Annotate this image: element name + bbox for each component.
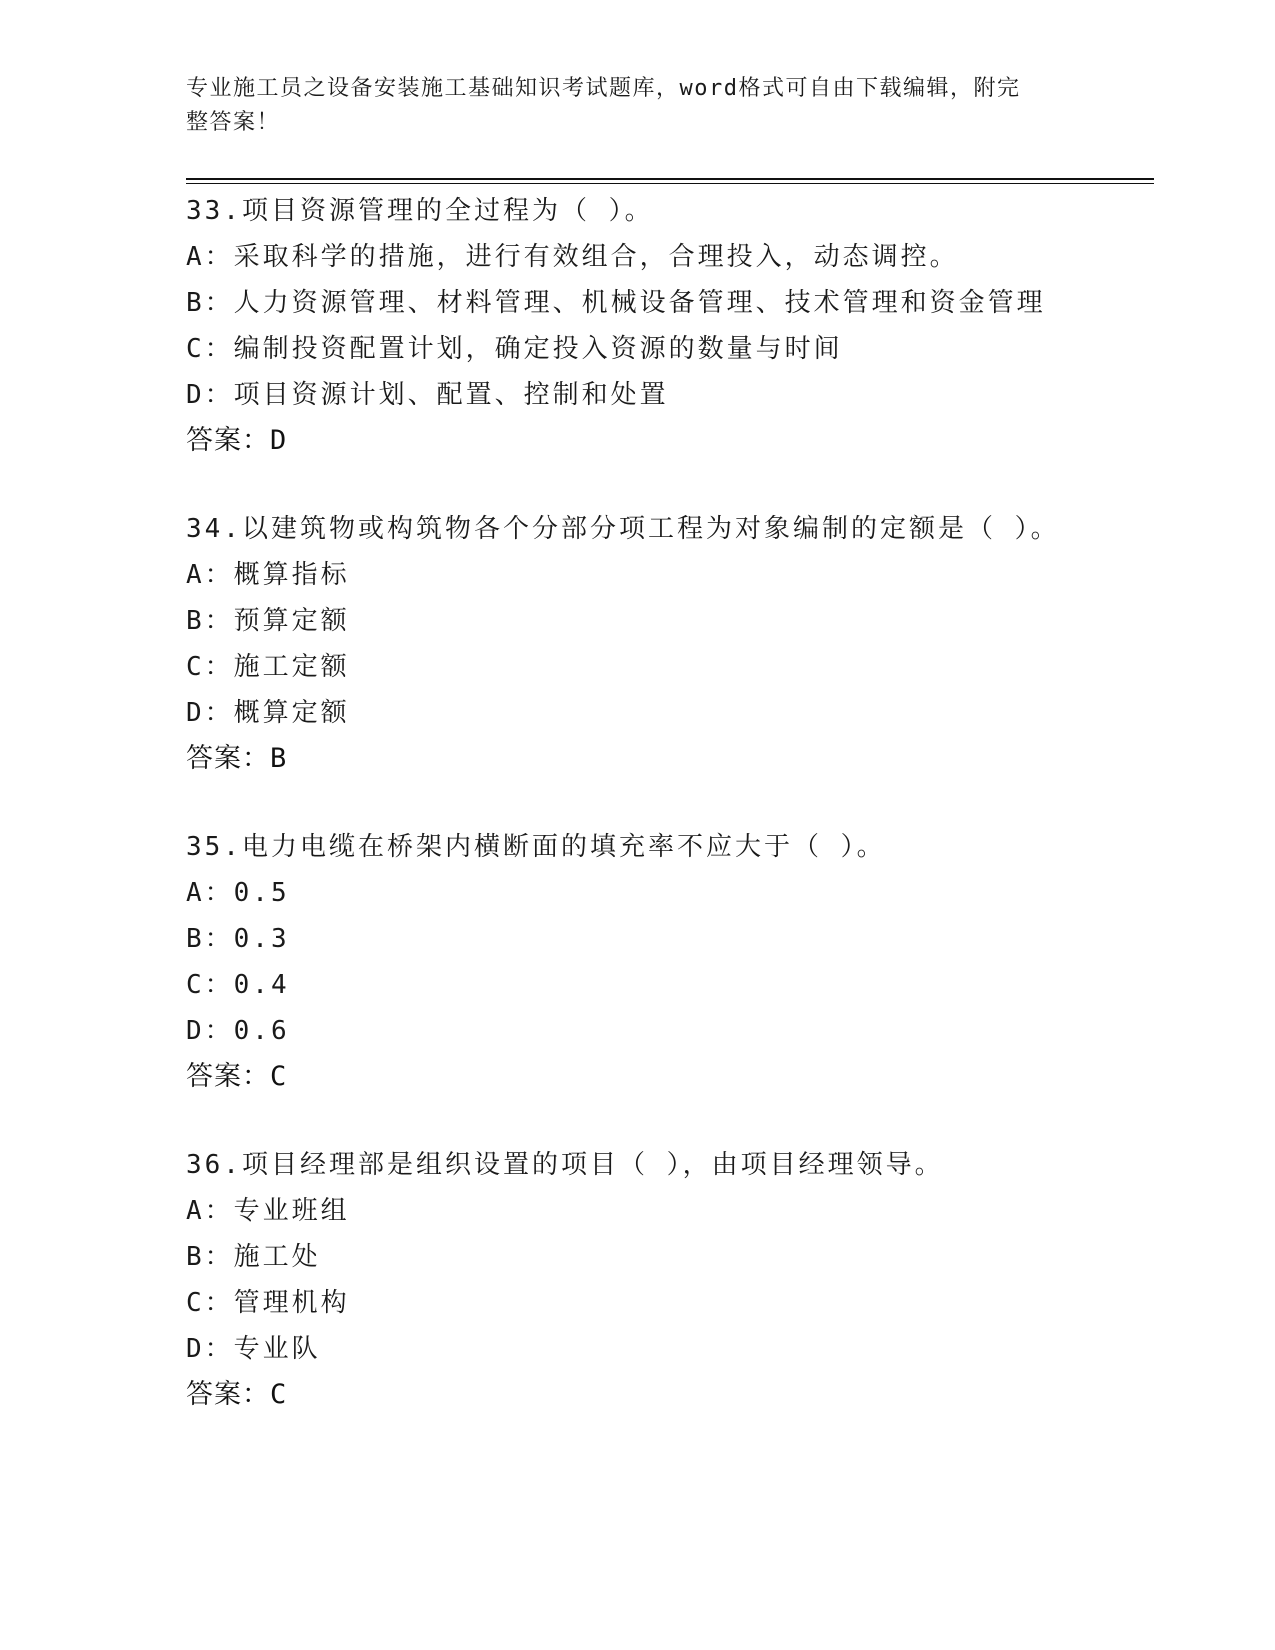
question-stem: 36.项目经理部是组织设置的项目（ ），由项目经理领导。 <box>186 1150 944 1180</box>
header-divider-thick <box>186 178 1154 180</box>
option-c: C：管理机构 <box>186 1288 350 1318</box>
option-b: B：施工处 <box>186 1242 321 1272</box>
option-c: C：施工定额 <box>186 652 350 682</box>
answer-line: 答案：C <box>186 1379 288 1410</box>
question-stem: 34.以建筑物或构筑物各个分部分项工程为对象编制的定额是（ ）。 <box>186 514 1060 544</box>
answer-line: 答案：C <box>186 1061 288 1092</box>
document-header <box>186 72 1066 140</box>
header-line-1: 专业施工员之设备安装施工基础知识考试题库，word格式可自由下载编辑，附完 <box>186 76 1021 101</box>
question-block-35 <box>186 824 1146 1100</box>
option-b: B：预算定额 <box>186 606 350 636</box>
question-stem: 35.电力电缆在桥架内横断面的填充率不应大于（ ）。 <box>186 832 886 862</box>
answer-line: 答案：D <box>186 425 288 456</box>
option-a: A：0.5 <box>186 878 290 908</box>
option-c: C：编制投资配置计划，确定投入资源的数量与时间 <box>186 334 843 364</box>
option-a: A：专业班组 <box>186 1196 350 1226</box>
question-block-36 <box>186 1142 1146 1418</box>
header-divider-thin <box>186 183 1154 184</box>
option-d: D：0.6 <box>186 1016 290 1046</box>
question-stem: 33.项目资源管理的全过程为（ ）。 <box>186 196 654 226</box>
answer-line: 答案：B <box>186 743 288 774</box>
option-d: D：专业队 <box>186 1334 321 1364</box>
option-b: B：人力资源管理、材料管理、机械设备管理、技术管理和资金管理 <box>186 288 1046 318</box>
question-block-33 <box>186 188 1146 464</box>
option-c: C：0.4 <box>186 970 290 1000</box>
option-a: A：采取科学的措施，进行有效组合，合理投入，动态调控。 <box>186 242 959 272</box>
header-line-2: 整答案！ <box>186 110 281 135</box>
option-d: D：概算定额 <box>186 698 350 728</box>
question-block-34 <box>186 506 1146 782</box>
option-a: A：概算指标 <box>186 560 350 590</box>
option-b: B：0.3 <box>186 924 290 954</box>
option-d: D：项目资源计划、配置、控制和处置 <box>186 380 669 410</box>
